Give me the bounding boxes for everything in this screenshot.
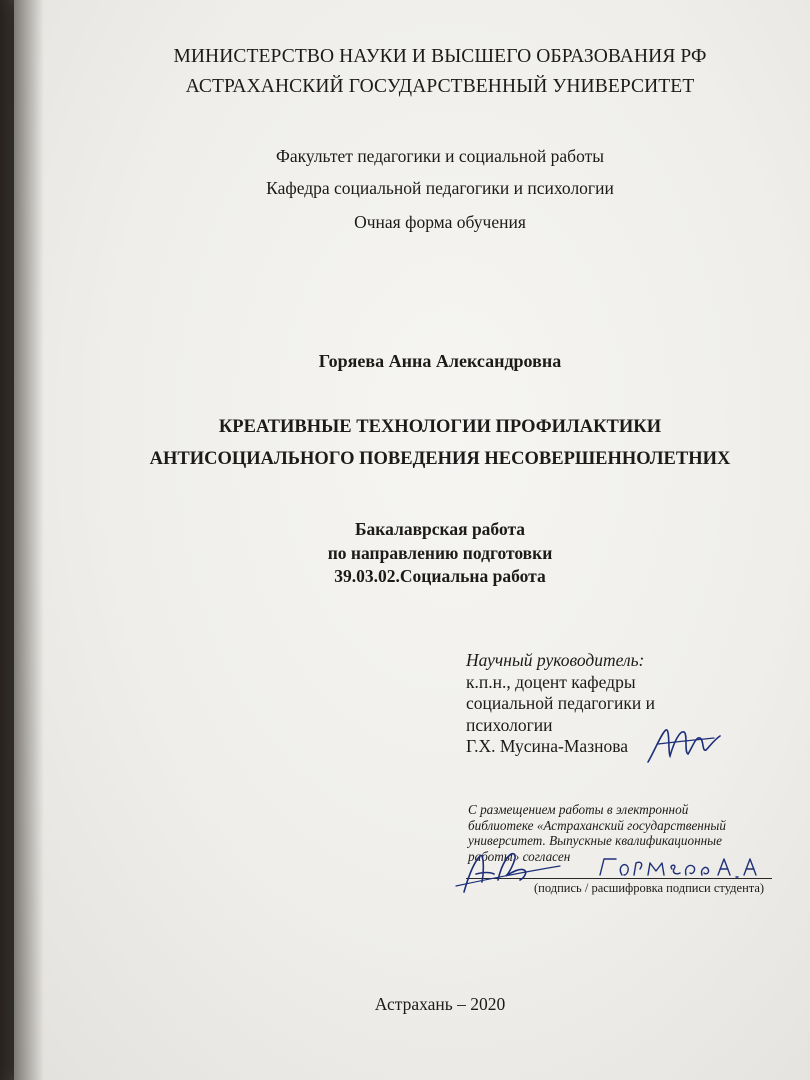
city-year: Астрахань – 2020	[374, 994, 506, 1014]
supervisor-degree: к.п.н., доцент кафедры	[466, 671, 636, 692]
university-heading: АСТРАХАНСКИЙ ГОСУДАРСТВЕННЫЙ УНИВЕРСИТЕТ	[185, 76, 695, 97]
supervisor-department-line: социальной педагогики и	[466, 693, 655, 713]
thesis-title-line2: АНТИСОЦИАЛЬНОГО ПОВЕДЕНИЯ НЕСОВЕРШЕННОЛЕТНИХ	[149, 449, 731, 469]
study-form: Очная форма обучения	[354, 212, 526, 232]
consent-line: университет. Выпускные квалификационные	[468, 833, 722, 848]
direction-code: 39.03.02.Социальна работа	[334, 566, 546, 586]
consent-line: работы» согласен	[468, 848, 571, 864]
page-edge-shadow	[14, 0, 44, 1080]
ministry-heading: МИНИСТЕРСТВО НАУКИ И ВЫСШЕГО ОБРАЗОВАНИЯ РФ	[173, 46, 707, 67]
work-type: Бакалаврская работа	[354, 519, 526, 539]
student-name-handwritten	[594, 855, 764, 881]
thesis-title-line1: КРЕАТИВНЫЕ ТЕХНОЛОГИИ ПРОФИЛАКТИКИ	[218, 417, 662, 437]
supervisor-block	[466, 650, 655, 758]
department-name: Кафедра социальной педагогики и психологии	[266, 178, 614, 198]
supervisor-signature	[644, 722, 724, 772]
title-page	[14, 0, 810, 1080]
consent-line: С размещением работы в электронной	[468, 802, 689, 817]
supervisor-label: Научный руководитель:	[466, 650, 645, 670]
signature-caption: (подпись / расшифровка подписи студента)	[534, 881, 765, 895]
direction-label: по направлению подготовки	[327, 543, 553, 563]
faculty-name: Факультет педагогики и социальной работы	[276, 146, 604, 166]
supervisor-name: Г.Х. Мусина-Мазнова	[466, 736, 629, 756]
author-name: Горяева Анна Александровна	[318, 351, 562, 371]
supervisor-department-line2: психологии	[466, 714, 553, 735]
consent-line: библиотеке «Астраханский государственный	[468, 817, 726, 833]
